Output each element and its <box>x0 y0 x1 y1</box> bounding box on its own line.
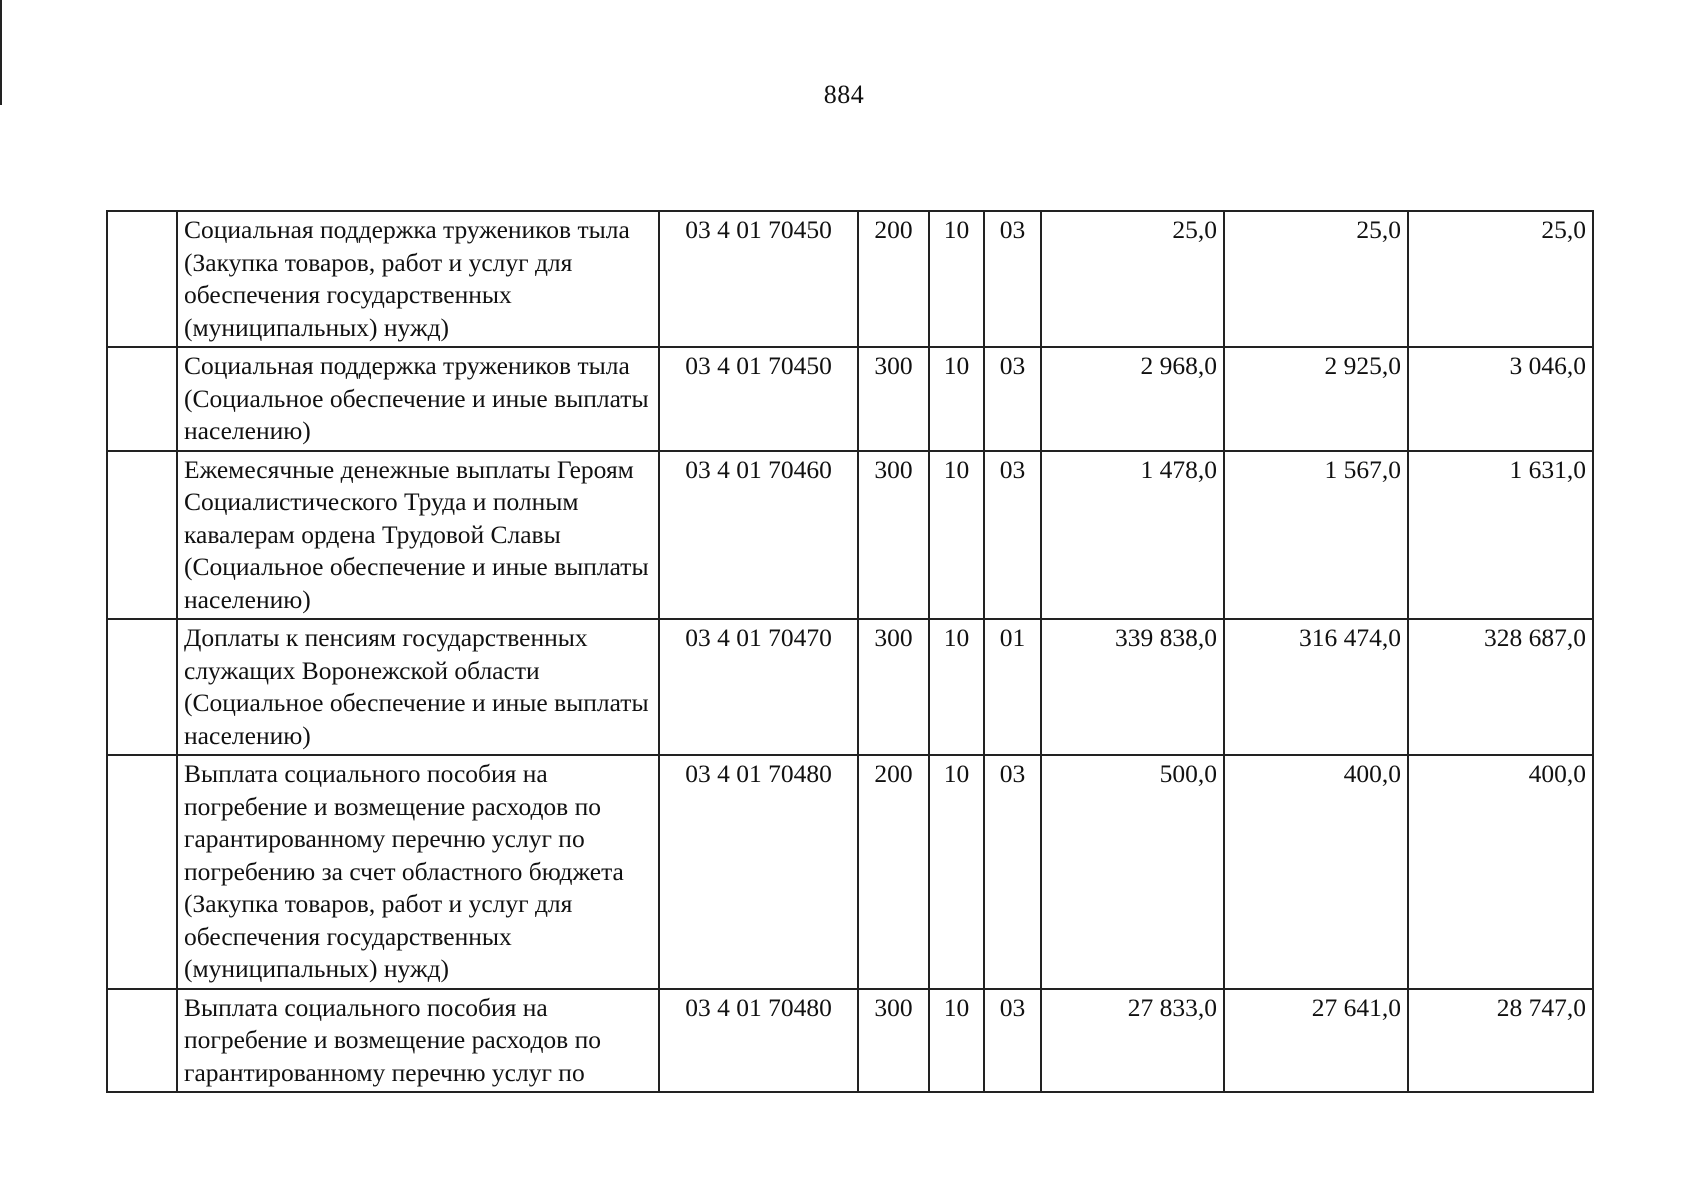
row-number-cell <box>107 347 177 451</box>
subsection-code-cell: 01 <box>984 619 1041 755</box>
expense-name-cell: Социальная поддержка тружеников тыла (Социальное обеспечение и иные выплаты населению) <box>177 347 659 451</box>
expense-type-cell: 300 <box>858 619 929 755</box>
expense-type-cell: 300 <box>858 989 929 1093</box>
amount-year-2-cell: 2 925,0 <box>1224 347 1408 451</box>
amount-year-1-cell: 2 968,0 <box>1041 347 1224 451</box>
section-code-cell: 10 <box>929 451 984 620</box>
target-article-code-cell: 03 4 01 70450 <box>659 347 858 451</box>
amount-year-2-cell: 316 474,0 <box>1224 619 1408 755</box>
expense-type-cell: 200 <box>858 211 929 347</box>
target-article-code-cell: 03 4 01 70460 <box>659 451 858 620</box>
expense-name-cell: Ежемесячные денежные выплаты Героям Социалистического Труда и полным кавалерам ордена Трудовой Славы (Социальное обеспечение и иные выплаты населению) <box>177 451 659 620</box>
table-row <box>107 347 1593 451</box>
section-code-cell: 10 <box>929 755 984 989</box>
expense-name-cell: Выплата социального пособия на погребение и возмещение расходов по гарантированному перечню услуг по <box>177 989 659 1093</box>
amount-year-3-cell: 28 747,0 <box>1408 989 1593 1093</box>
page-number: 884 <box>823 80 865 109</box>
amount-year-3-cell: 328 687,0 <box>1408 619 1593 755</box>
row-number-cell <box>107 619 177 755</box>
amount-year-1-cell: 500,0 <box>1041 755 1224 989</box>
target-article-code-cell: 03 4 01 70480 <box>659 989 858 1093</box>
subsection-code-cell: 03 <box>984 451 1041 620</box>
amount-year-2-cell: 1 567,0 <box>1224 451 1408 620</box>
amount-year-1-cell: 25,0 <box>1041 211 1224 347</box>
expense-type-cell: 200 <box>858 755 929 989</box>
amount-year-1-cell: 27 833,0 <box>1041 989 1224 1093</box>
amount-year-1-cell: 1 478,0 <box>1041 451 1224 620</box>
row-number-cell <box>107 451 177 620</box>
budget-table <box>106 210 1594 1093</box>
section-code-cell: 10 <box>929 211 984 347</box>
subsection-code-cell: 03 <box>984 211 1041 347</box>
expense-name-cell: Доплаты к пенсиям государственных служащих Воронежской области (Социальное обеспечение и иные выплаты населению) <box>177 619 659 755</box>
row-number-cell <box>107 211 177 347</box>
amount-year-1-cell: 339 838,0 <box>1041 619 1224 755</box>
row-number-cell <box>107 989 177 1093</box>
expense-type-cell: 300 <box>858 451 929 620</box>
amount-year-3-cell: 25,0 <box>1408 211 1593 347</box>
subsection-code-cell: 03 <box>984 989 1041 1093</box>
amount-year-3-cell: 400,0 <box>1408 755 1593 989</box>
subsection-code-cell: 03 <box>984 347 1041 451</box>
target-article-code-cell: 03 4 01 70480 <box>659 755 858 989</box>
amount-year-3-cell: 1 631,0 <box>1408 451 1593 620</box>
amount-year-3-cell: 3 046,0 <box>1408 347 1593 451</box>
expense-type-cell: 300 <box>858 347 929 451</box>
amount-year-2-cell: 400,0 <box>1224 755 1408 989</box>
section-code-cell: 10 <box>929 347 984 451</box>
table-row <box>107 755 1593 989</box>
table-row <box>107 211 1593 347</box>
subsection-code-cell: 03 <box>984 755 1041 989</box>
expense-name-cell: Социальная поддержка тружеников тыла (Закупка товаров, работ и услуг для обеспечения государственных (муниципальных) нужд) <box>177 211 659 347</box>
section-code-cell: 10 <box>929 989 984 1093</box>
row-number-cell <box>107 755 177 989</box>
amount-year-2-cell: 27 641,0 <box>1224 989 1408 1093</box>
expense-name-cell: Выплата социального пособия на погребение и возмещение расходов по гарантированному перечню услуг по погребению за счет областного бюджета (Закупка товаров, работ и услуг для обеспечения государственных (муниципальных) нужд) <box>177 755 659 989</box>
section-code-cell: 10 <box>929 619 984 755</box>
amount-year-2-cell: 25,0 <box>1224 211 1408 347</box>
table-row <box>107 619 1593 755</box>
table-row <box>107 989 1593 1093</box>
target-article-code-cell: 03 4 01 70470 <box>659 619 858 755</box>
table-row <box>107 451 1593 620</box>
target-article-code-cell: 03 4 01 70450 <box>659 211 858 347</box>
